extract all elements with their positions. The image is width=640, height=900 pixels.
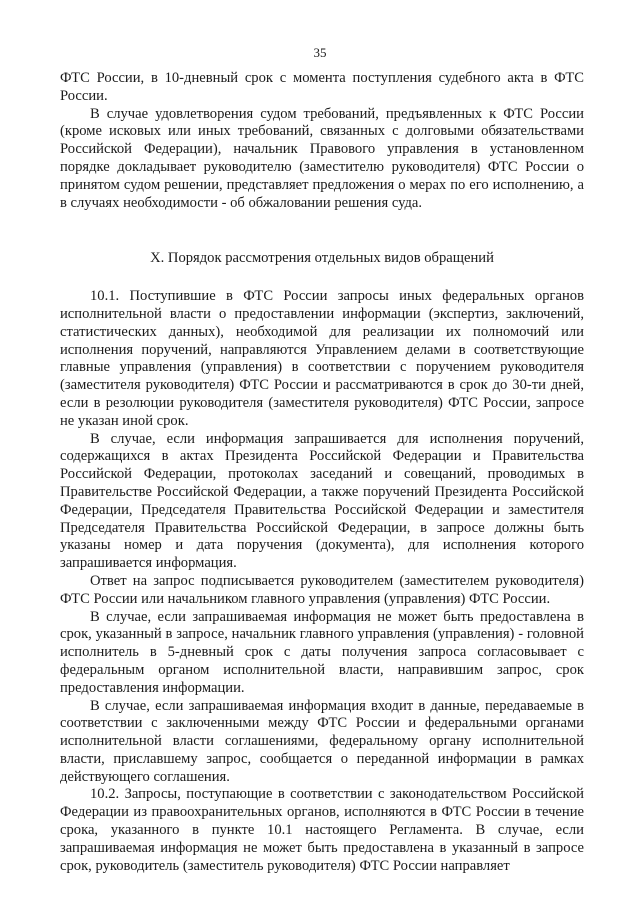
paragraph: В случае удовлетворения судом требований, предъявленных к ФТС России (кроме исковых или иных требований, связанных с долговыми обязательствами Российской Федерации), начальник Правового управления в установленном порядке докладывает руководителю (заместителю руководителя) ФТС России о принятом судом решении, представляет предложения о мерах по его исполнению, а в случаях необходимости - об обжаловании решения суда. bbox=[60, 105, 584, 211]
page-number: 35 bbox=[313, 45, 327, 60]
paragraph-10-1: 10.1. Поступившие в ФТС России запросы иных федеральных органов исполнительной власти о предоставлении информации (экспертиз, заключений, статистических данных), необходимой для реализации их полномочий или исполнения поручений, направляются Управлением делами в соответствующие главные управления (управления) в соответствии с поручением руководителя (заместителя руководителя) ФТС России и рассматриваются в срок до 30-ти дней, если в резолюции руководителя (заместителя руководителя) ФТС России, запросе не указан иной срок. bbox=[60, 288, 584, 429]
paragraph: В случае, если информация запрашивается для исполнения поручений, содержащихся в актах Президента Российской Федерации и Правительства Российской Федерации, протоколах заседаний и совещаний, проводимых в Правительстве Российской Федерации, а также поручений Президента Российской Федерации, Председателя Правительства Российской Федерации и заместителя Председателя Правительства Российской Федерации, в запросе должны быть указаны номер и дата поручения (документа), для исполнения которого запрашивается информация. bbox=[60, 430, 584, 572]
paragraph: В случае, если запрашиваемая информация входит в данные, передаваемые в соответствии с заключенными между ФТС России и федеральными органами исполнительной власти соглашениями, федеральному органу исполнительной власти, приславшему запрос, сообщается о переданной информации в рамках действующего соглашения. bbox=[60, 697, 584, 785]
paragraph: Ответ на запрос подписывается руководителем (заместителем руководителя) ФТС России или начальником главного управления (управления) ФТС России. bbox=[60, 572, 584, 607]
document-body bbox=[60, 70, 584, 875]
section-heading: X. Порядок рассмотрения отдельных видов обращений bbox=[150, 250, 494, 267]
paragraph-10-2: 10.2. Запросы, поступающие в соответствии с законодательством Российской Федерации из правоохранительных органов, исполняются в ФТС России в течение срока, указанного в пункте 10.1 настоящего Регламента. В случае, если запрашиваемая информация не может быть предоставлена в указанный в запросе срок, руководитель (заместитель руководителя) ФТС России направляет bbox=[60, 786, 584, 874]
paragraph: В случае, если запрашиваемая информация не может быть предоставлена в срок, указанный в запросе, начальник главного управления (управления) - головной исполнитель в 5-дневный срок с даты получения запроса согласовывает с федеральным органом исполнительной власти, направившим запрос, срок предоставления информации. bbox=[60, 608, 584, 696]
paragraph-continuation: ФТС России, в 10-дневный срок с момента поступления судебного акта в ФТС России. bbox=[60, 70, 584, 104]
